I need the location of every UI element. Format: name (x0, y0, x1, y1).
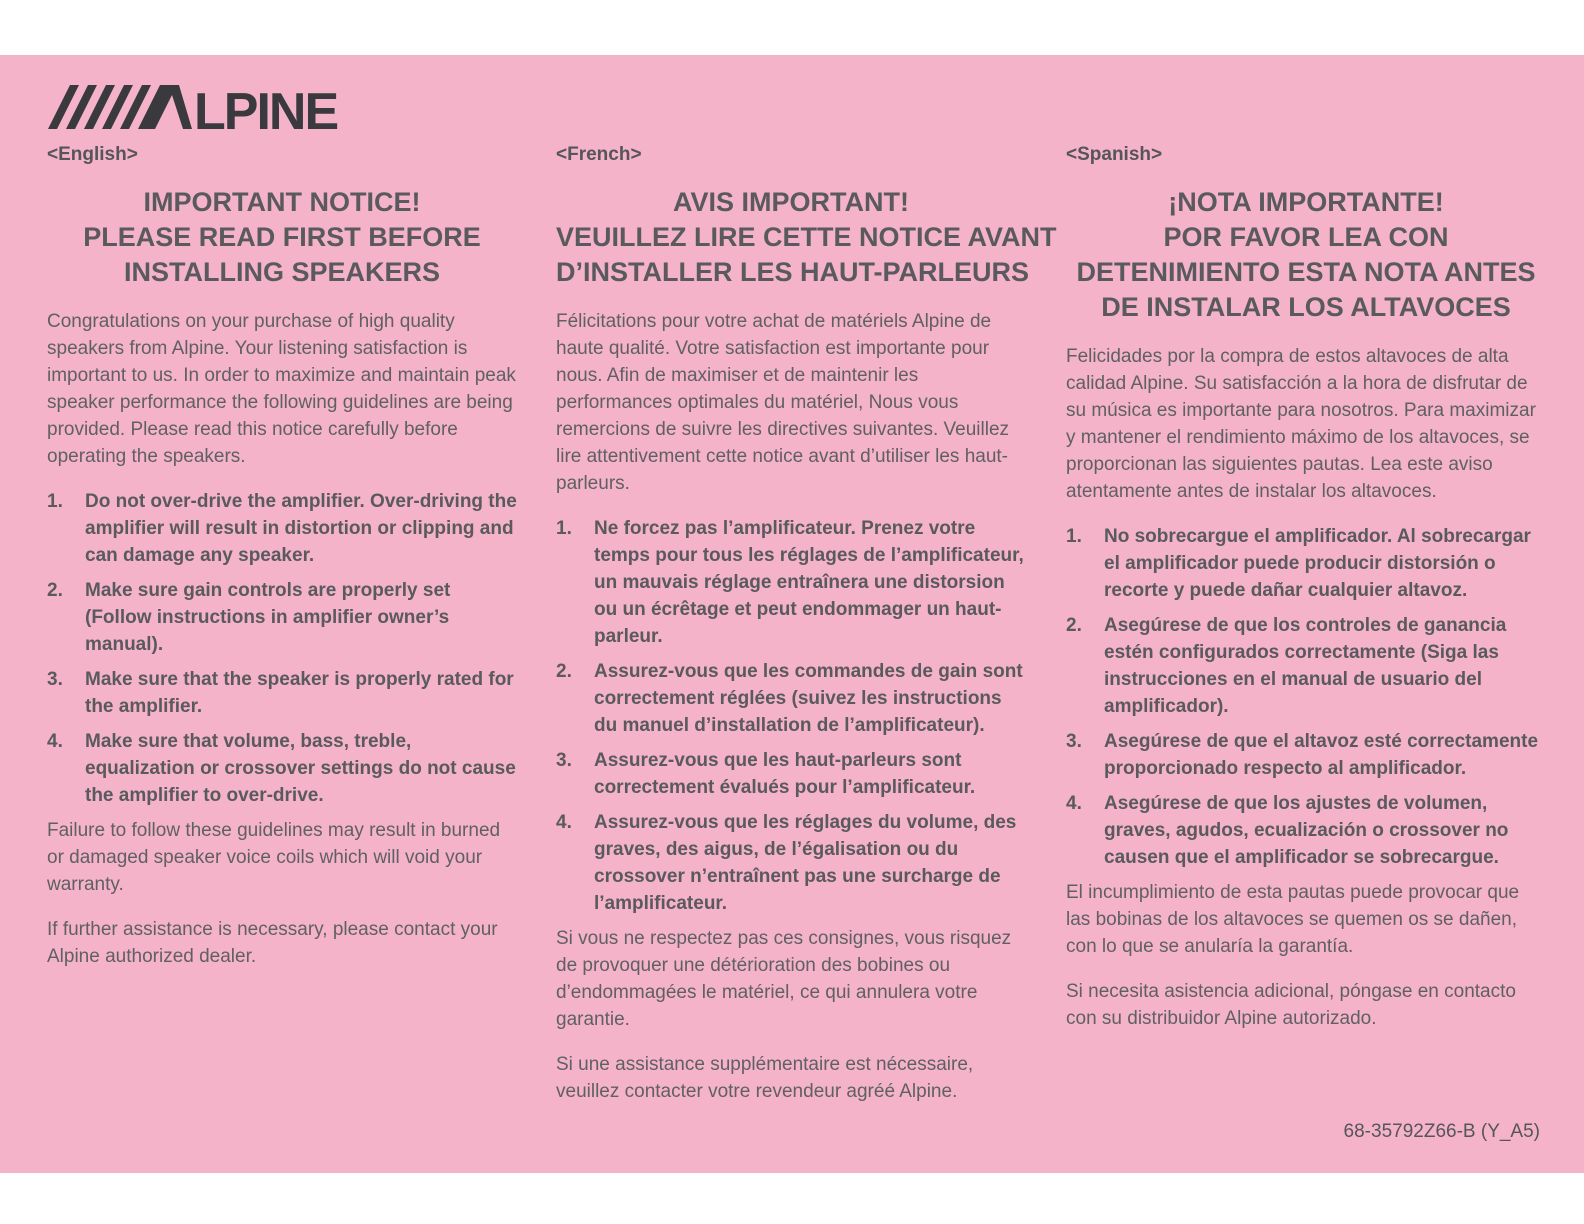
list-item: 2. Assurez-vous que les commandes de gain sont correctement réglées (suivez les instructions du manuel d’installation de l’amplificateur). (556, 661, 1023, 736)
intro-paragraph: Félicitations pour votre achat de matériels Alpine de haute qualité. Votre satisfaction est importante pour nous. Afin de maximiser et de maintenir les performances optimales du matériel, Nous vous remercions de suivre les directives suivantes. Veuillez lire attentivement cette notice avant d’utiliser les haut-parleurs. (556, 311, 1010, 494)
language-label: <Spanish> (1066, 144, 1163, 165)
french-column (556, 143, 1057, 1123)
list-item: 3. Assurez-vous que les haut-parleurs sont correctement évalués pour l’amplificateur. (556, 750, 976, 798)
spanish-column (1066, 143, 1546, 1050)
list-item: 3. Asegúrese de que el altavoz esté correctamente proporcionado respecto al amplificador. (1066, 731, 1539, 779)
document-number: 68-35792Z66-B (Y_A5) (1343, 1121, 1540, 1142)
guidelines-list (1066, 523, 1546, 871)
list-item: 2. Asegúrese de que los controles de ganancia estén configurados correctamente (Siga las instrucciones en el manual de usuario del amplificador). (1066, 615, 1507, 717)
list-item: 4. Assurez-vous que les réglages du volume, des graves, des aigus, de l’égalisation ou du crossover n’entraînent pas une surcharge de l’amplificateur. (556, 812, 1017, 914)
list-item: 4. Make sure that volume, bass, treble, equalization or crossover settings do not cause the amplifier to over-drive. (47, 731, 516, 806)
notice-title: ¡NOTA IMPORTANTE! POR FAVOR LEA CON DETENIMIENTO ESTA NOTA ANTES DE INSTALAR LOS ALTAVOCES (1076, 187, 1536, 322)
guidelines-list (556, 515, 1026, 917)
list-item: 1. Ne forcez pas l’amplificateur. Prenez votre temps pour tous les réglages de l’amplificateur, un mauvais réglage entraînera une distorsion ou un écrêtage et peut endommager un haut-parleur. (556, 518, 1024, 647)
list-item: 4. Asegúrese de que los ajustes de volumen, graves, agudos, ecualización o crossover no causen que el amplificador se sobrecargue. (1066, 793, 1509, 868)
svg-text:LPINE: LPINE (194, 83, 338, 131)
contact-paragraph: Si une assistance supplémentaire est nécessaire, veuillez contacter votre revendeur agréé Alpine. (556, 1054, 974, 1102)
contact-paragraph: If further assistance is necessary, please contact your Alpine authorized dealer. (47, 919, 498, 967)
english-column (47, 143, 517, 988)
language-label: <English> (47, 144, 138, 165)
warning-paragraph: Failure to follow these guidelines may result in burned or damaged speaker voice coils which will void your warranty. (47, 820, 501, 895)
language-label: <French> (556, 144, 642, 165)
notice-title: AVIS IMPORTANT! VEUILLEZ LIRE CETTE NOTICE AVANT D’INSTALLER LES HAUT-PARLEURS (556, 187, 1057, 287)
list-item: 3. Make sure that the speaker is properly rated for the amplifier. (47, 669, 514, 717)
list-item: 2. Make sure gain controls are properly set (Follow instructions in amplifier owner’s manual). (47, 580, 451, 655)
contact-paragraph: Si necesita asistencia adicional, póngase en contacto con su distribuidor Alpine autorizado. (1066, 981, 1516, 1029)
intro-paragraph: Felicidades por la compra de estos altavoces de alta calidad Alpine. Su satisfacción a la hora de disfrutar de su música es importante para nosotros. Para maximizar y mantener el rendimiento máximo de los altavoces, se proporcionan las siguientes pautas. Lea este aviso atentamente antes de instalar los altavoces. (1066, 346, 1536, 502)
guidelines-list (47, 488, 517, 809)
list-item: 1. Do not over-drive the amplifier. Over-driving the amplifier will result in distortion or clipping and can damage any speaker. (47, 491, 517, 566)
notice-title: IMPORTANT NOTICE! PLEASE READ FIRST BEFORE INSTALLING SPEAKERS (83, 187, 481, 287)
alpine-logo (48, 83, 378, 131)
notice-sheet (0, 55, 1584, 1173)
warning-paragraph: Si vous ne respectez pas ces consignes, vous risquez de provoquer une détérioration des bobines ou d’endommagées le matériel, ce qui annulera votre garantie. (556, 928, 1012, 1030)
list-item: 1. No sobrecargue el amplificador. Al sobrecargar el amplificador puede producir distorsión o recorte y puede dañar cualquier altavoz. (1066, 526, 1531, 601)
warning-paragraph: El incumplimiento de esta pautas puede provocar que las bobinas de los altavoces se quemen os se dañen, con lo que se anularía la garantía. (1066, 882, 1520, 957)
intro-paragraph: Congratulations on your purchase of high quality speakers from Alpine. Your listening satisfaction is important to us. In order to maximize and maintain peak speaker performance the following guidelines are being provided. Please read this notice carefully before operating the speakers. (47, 311, 516, 467)
